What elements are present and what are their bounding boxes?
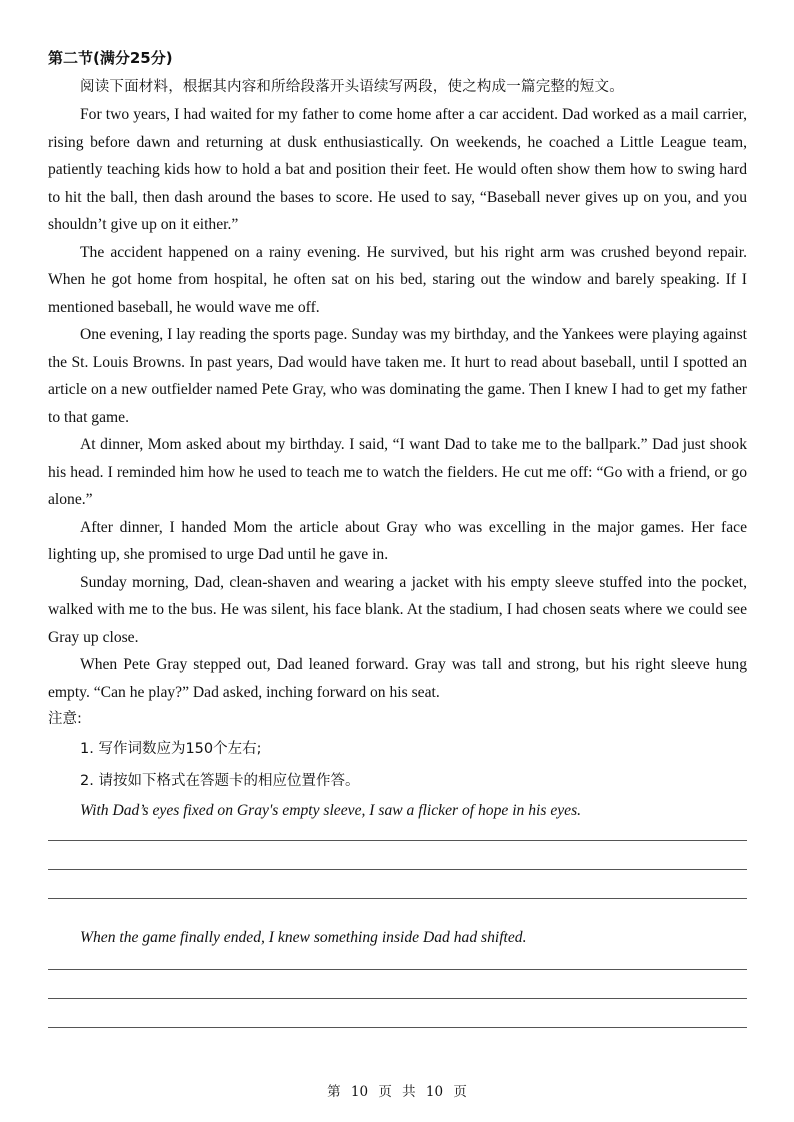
section-title: 第二节(满分25分) — [48, 49, 173, 67]
continuation-prompt-2: When the game finally ended, I knew something inside Dad had shifted. — [80, 929, 527, 946]
story-paragraph-6: Sunday morning, Dad, clean-shaven and wearing a jacket with his empty sleeve stuffed into the pocket, walked with me to the bus. He was silent, his face blank. At the stadium, I had chosen seats where we could see Gray up close. — [48, 573, 747, 646]
page-number-footer: 第 10 页 共 10 页 — [327, 1084, 467, 1100]
instruction-text: 阅读下面材料，根据其内容和所给段落开头语续写两段，使之构成一篇完整的短文。 — [80, 79, 624, 95]
answer-line — [48, 1027, 747, 1028]
exam-page — [48, 46, 747, 1028]
story-paragraph-4: At dinner, Mom asked about my birthday. I said, “I want Dad to take me to the ballpark.” Dad just shook his head. I reminded him how he used to teach me to watch the fielders. He cut me off: “Go with a friend, or go alone.” — [48, 436, 747, 508]
story-paragraph-5: After dinner, I handed Mom the article about Gray who was excelling in the major games. Her face lighting up, she promised to urge Dad until he gave in. — [48, 518, 747, 563]
story-paragraph-1: For two years, I had waited for my father to come home after a car accident. Dad worked as a mail carrier, rising before dawn and returning at dusk enthusiastically. On weekends, he coached a Little League team, patiently teaching kids how to hold a bat and position their feet. He would often show them how to swing hard to hit the ball, then dash around the bases to score. He used to say, “Baseball never gives up on you, and you shouldn’t give up on it either.” — [48, 106, 747, 233]
story-paragraph-2: The accident happened on a rainy evening. He survived, but his right arm was crushed beyond repair. When he got home from hospital, he often sat on his bed, staring out the window and barely speaking. If I mentioned baseball, he would wave me off. — [48, 243, 747, 316]
note-item-2: 2. 请按如下格式在答题卡的相应位置作答。 — [80, 773, 360, 789]
continuation-prompt-1: With Dad’s eyes fixed on Gray's empty sleeve, I saw a flicker of hope in his eyes. — [80, 802, 582, 819]
note-item-1: 1. 写作词数应为150个左右; — [80, 741, 262, 757]
notes-title: 注意: — [48, 711, 82, 727]
story-paragraph-3: One evening, I lay reading the sports page. Sunday was my birthday, and the Yankees were playing against the St. Louis Browns. In past years, Dad would have taken me. It hurt to read about baseball, until I spotted an article on a new outfielder named Pete Gray, who was dominating the game. Then I knew I had to get my father to that game. — [48, 326, 747, 426]
story-paragraph-7: When Pete Gray stepped out, Dad leaned forward. Gray was tall and strong, but his right sleeve hung empty. “Can he play?” Dad asked, inching forward on his seat. — [48, 656, 747, 701]
